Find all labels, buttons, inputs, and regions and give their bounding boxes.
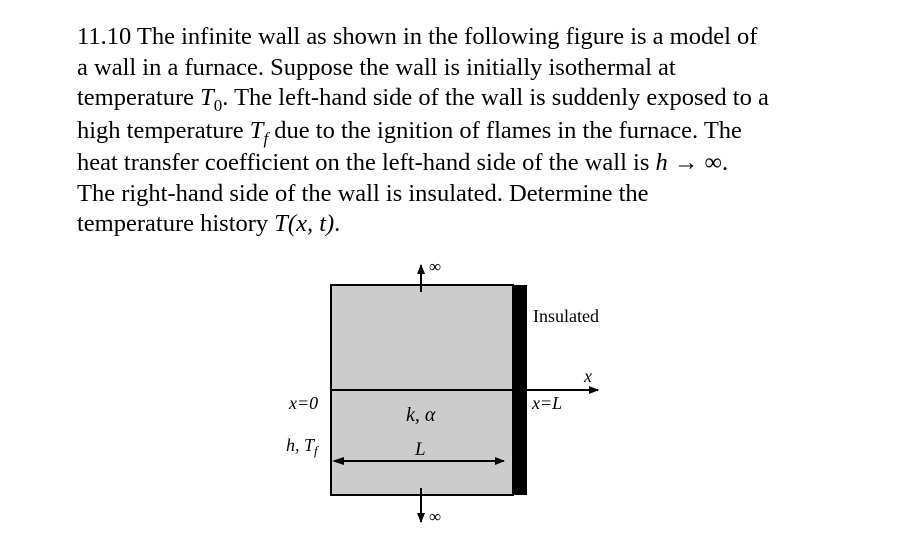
x-L-label: x=L — [532, 393, 563, 413]
bottom-infinity-label: ∞ — [429, 507, 442, 526]
problem-line-5: heat transfer coefficient on the left-hand side of the wall is h → ∞. — [77, 149, 729, 176]
problem-line-3: temperature $T_0$. The left-hand side of the wall is suddenly exposed to a — [77, 84, 769, 115]
x-axis-label: x — [584, 366, 592, 386]
x-zero-label: x=0 — [289, 393, 319, 413]
problem-line-7: temperature history T(x, t). — [77, 210, 341, 237]
length-label: L — [415, 439, 426, 460]
insulated-label: Insulated — [533, 306, 599, 326]
problem-line-2: a wall in a furnace. Suppose the wall is initially isothermal at — [77, 53, 676, 81]
problem-line-1: 11.10 The infinite wall as shown in the following figure is a model of — [77, 23, 758, 50]
material-label: k, α — [406, 404, 436, 426]
problem-line-6: The right-hand side of the wall is insulated. Determine the — [77, 179, 649, 207]
boundary-condition-label: h, $T_f$ — [286, 435, 318, 458]
problem-number: 11.10 — [77, 23, 132, 50]
problem-line-4: high temperature $T_f$ due to the ignition of flames in the furnace. The — [77, 116, 742, 148]
top-infinity-label: ∞ — [429, 257, 442, 276]
